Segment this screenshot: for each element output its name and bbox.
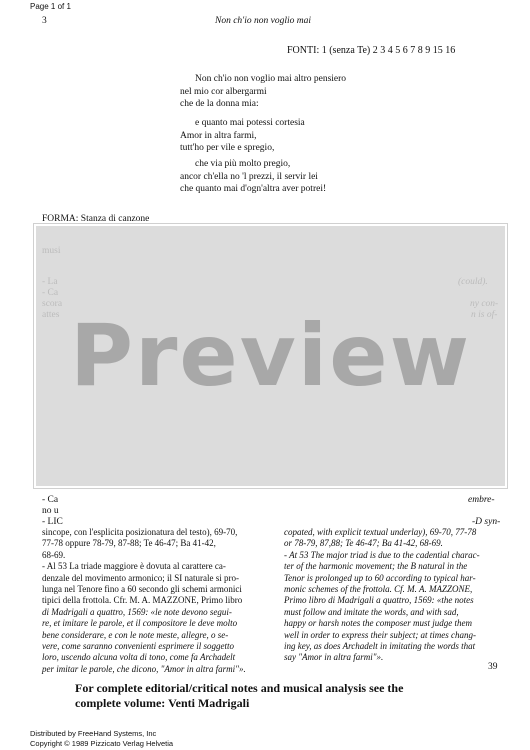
text-fragment: embre- — [468, 495, 495, 505]
poem-line: ancor ch'ella no 'l prezzi, il servir lei — [180, 171, 318, 182]
note-line: monic schemes of the frottola. Cf. M. A. MAZZONE, — [284, 584, 473, 595]
preview-watermark — [34, 224, 507, 488]
poem-stanza-3 — [180, 158, 410, 196]
note-line: say "Amor in altra farmi"». — [284, 652, 384, 663]
note-line: sincope, con l'esplicita posizionatura del testo), 69-70, — [42, 527, 238, 537]
fonti-line: FONTI: 1 (senza Te) 2 3 4 5 6 7 8 9 15 16 — [287, 45, 456, 56]
distribution-info — [30, 729, 173, 749]
page-count: Page 1 of 1 — [30, 2, 71, 11]
note-line: denzale del movimento armonico; il SI naturale si pro- — [42, 572, 239, 583]
note-line: 68-69. — [42, 549, 66, 560]
page-number-bottom: 39 — [488, 662, 498, 672]
text-fragment: no u — [42, 506, 59, 516]
preview-label: Preview — [69, 306, 472, 406]
footer-note-line: complete volume: Venti Madrigali — [75, 696, 250, 710]
copyright-line: Copyright © 1989 Pizzicato Verlag Helvetia — [30, 739, 174, 748]
poem-line: nel mio cor albergarmi — [180, 86, 267, 97]
note-line: ing key, as does Archadelt in imitating the words that — [284, 641, 476, 652]
page-title: Non ch'io non voglio mai — [215, 16, 311, 26]
note-line: must follow and imitate the words, and with sad, — [284, 606, 459, 617]
note-line: per imitar le parole, che dicono, "Amor in altra farmi"». — [42, 663, 246, 674]
poem-line: tutt'ho per vile e spregio, — [180, 143, 275, 154]
note-line: loro, uscendo alcuna volta di tono, come fa Archadelt — [42, 652, 236, 663]
page-number: 3 — [42, 16, 47, 26]
notes-right — [284, 527, 506, 664]
text-fragment: -D syn- — [472, 517, 501, 527]
distributor-line: Distributed by FreeHand Systems, Inc — [30, 729, 157, 738]
note-line: copated, with explicit textual underlay), 69-70, 77-78 — [284, 527, 477, 537]
text-fragment: - LIC — [42, 517, 63, 527]
note-line: happy or harsh notes the composer must judge them — [284, 618, 472, 629]
forma-line: FORMA: Stanza di canzone — [42, 214, 150, 224]
poem-line: che via più molto pregio, — [195, 159, 291, 169]
poem-line: Amor in altra farmi, — [180, 130, 257, 141]
poem-line: e quanto mai potessi cortesia — [195, 118, 305, 128]
note-line: 77-78 oppure 78-79, 87-88; Te 46-47; Ba 41-42, — [42, 538, 216, 549]
poem-line: che de la donna mia: — [180, 99, 259, 110]
note-line: bene considerare, e con le note meste, allegre, o se- — [42, 629, 229, 640]
poem-line: che quanto mai d'ogn'altra aver potrei! — [180, 184, 327, 195]
poem-stanza-2 — [180, 117, 410, 155]
poem-stanza-1 — [180, 73, 410, 111]
note-line: - Al 53 La triade maggiore è dovuta al carattere ca- — [42, 561, 226, 572]
note-line: re, et imitare le parole, et il compositore le deve molto — [42, 618, 238, 629]
note-line: di Madrigali a quattro, 1569: «le note devono segui- — [42, 606, 232, 617]
poem-line: Non ch'io non voglio mai altro pensiero — [195, 74, 347, 84]
notes-left — [42, 527, 277, 675]
note-line: ter of the harmonic movement; the B natural in the — [284, 561, 468, 572]
footer-note — [75, 681, 403, 711]
note-line: tipici della frottola. Cfr. M. A. MAZZONE, Primo libro — [42, 595, 243, 606]
note-line: Tenor is prolonged up to 60 according to typical har- — [284, 572, 476, 583]
note-line: vere, come saranno convenienti esprimere il soggetto — [42, 641, 235, 652]
note-line: Primo libro di Madrigali a quattro, 1569: «the notes — [284, 595, 474, 606]
text-fragment: - Ca — [42, 495, 59, 505]
note-line: - At 53 The major triad is due to the cadential charac- — [284, 549, 480, 560]
note-line: well in order to express their subject; at times chang- — [284, 629, 477, 640]
footer-note-line: For complete editorial/critical notes and musical analysis see the — [75, 681, 404, 695]
note-line: lunga nel Tenore fino a 60 secondo gli schemi armonici — [42, 584, 242, 595]
note-line: or 78-79, 87,88; Te 46-47; Ba 41-42, 68-69. — [284, 538, 443, 549]
